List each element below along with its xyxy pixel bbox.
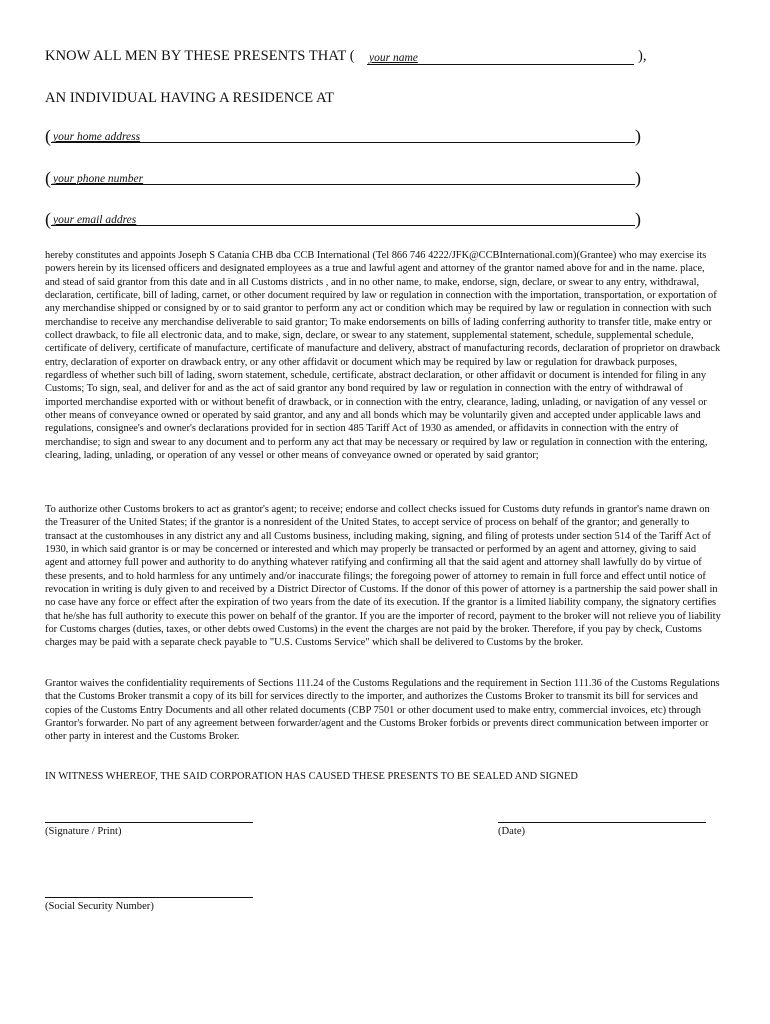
broker-authorization-paragraph: To authorize other Customs brokers to act as grantor's agent; to receive; endorse and collect checks issued for Customs duty refunds in grantor's name drawn on the Treasurer of the United States; if the grantor is a nonresident of the United States, to accept service of process on behalf of the grantor; and generally to transact at the customhouses in any district any and all Customs business, including making, signing, and filing of protests under section 514 of the Tariff Act of 1930, in which said grantor is or may be concerned or interested and which may properly be transacted or performed by an agent and attorney, giving to said agent and attorney full power and authority to do anything whatever ratifying and confirming all that the said agent and attorney shall lawfully do by virtue of these presents, and to hold harmless for any untimely and/or inaccurate filings; the foregoing power of attorney to remain in full force and effect until notice of revocation in writing is duly given to and received by a District Director of Customs. If the donor of this power of attorney is a partnership the said power shall in no case have any force or effect after the expiration of two years from the date of its execution. If the grantor is a limited liability company, the signatory certifies that he/she has full authority to execute this power on behalf of the grantor. If you are the importer of record, payment to the broker will not relieve you of liability for Customs charges (duties, taxes, or other debts owed Customs) in the event the charges are not paid by the broker. Therefore, if you pay by check, Customs charges may be paid with a separate check payable to "U.S. Customs Service" which shall be delivered to Customs by the broker.	[45, 504, 721, 649]
open-paren: (	[45, 126, 51, 146]
email-placeholder: your email addres	[53, 214, 137, 226]
open-paren: (	[45, 168, 51, 188]
close-paren: )	[635, 168, 641, 188]
phone-placeholder: your phone number	[53, 173, 144, 185]
heading-know-all-men	[45, 48, 355, 65]
heading-prefix: KNOW ALL MEN BY THESE PRESENTS THAT (	[45, 48, 355, 64]
date-line[interactable]	[498, 814, 706, 823]
date-block[interactable]	[498, 814, 706, 837]
open-paren: (	[45, 209, 51, 229]
confidentiality-waiver-paragraph: Grantor waives the confidentiality requirements of Sections 111.24 of the Customs Regulations and the requirement in Section 111.36 of the Customs Regulations that the Customs Broker transmit a copy of its bill for services directly to the importer, and authorizes the Customs Broker to transmit its bill for services and copies of the Customs Entry Documents and all other related documents (CBP 7501 or other document used to make entry, commercial invoices, etc) through Grantor's forwarder. No part of any agreement between forwarder/agent and the Customs Broker forbids or prevents direct communication between importer or other party in interest and the Customs Broker.	[45, 678, 720, 743]
email-field[interactable]	[45, 209, 645, 231]
phone-field[interactable]	[45, 168, 645, 190]
name-field[interactable]	[367, 48, 647, 68]
ssn-line[interactable]	[45, 889, 253, 898]
heading-residence: AN INDIVIDUAL HAVING A RESIDENCE AT	[45, 90, 335, 106]
email-underline	[51, 211, 635, 226]
signature-label: (Signature / Print)	[45, 826, 122, 837]
signature-line[interactable]	[45, 814, 253, 823]
close-paren: )	[635, 126, 641, 146]
ssn-block[interactable]	[45, 889, 253, 912]
ssn-label: (Social Security Number)	[45, 901, 154, 912]
heading-suffix: ),	[638, 48, 647, 64]
home-address-placeholder: your home address	[53, 131, 141, 143]
witness-clause: IN WITNESS WHEREOF, THE SAID CORPORATION HAS CAUSED THESE PRESENTS TO BE SEALED AND SIGNED	[45, 771, 578, 782]
grant-of-authority-paragraph: hereby constitutes and appoints Joseph S Catania CHB dba CCB International (Tel 866 746 4222/JFK@CCBInternational.com)(Grantee) who may exercise its powers herein by its licensed officers and designated employees as a true and lawful agent and attorney of the grantor named above for and in the name. place, and stead of said grantor from this date and in all Customs districts , and in no other name, to make, endorse, sign, declare, or swear to any entry, withdrawal, declaration, certificate, bill of lading, carnet, or other document required by law or regulation in connection with the importation, transportation, or exportation of any merchandise shipped or consigned by or to said grantor to perform any act or condition which may be required by law or regulation in connection with such merchandise to receive any merchandise deliverable to said grantor; To make endorsements on bills of lading conferring authority to transfer title, make entry or collect drawback, to file all electronic data, and to make, sign, declare, or swear to any statement, supplemental statement, schedule, supplemental schedule, certificate of delivery, certificate of manufacture, certificate of manufacture and delivery, abstract of manufacturing records, declaration of proprietor on drawback entry, declaration of exporter on drawback entry, or any other affidavit or document which may be required by law or regulation for drawback purposes, regardless of whether such bill of lading, sworn statement, schedule, certificate, abstract declaration, or other affidavit or document is intended for filing in any Customs; To sign, seal, and deliver for and as the act of said grantor any bond required by law or regulation in connection with the entry of withdrawal of imported merchandise exported with or without benefit of drawback, or in connection with the entry, clearance, lading, unlading, or navigation of any vessel or other means of conveyance owned or operated by said grantor, and any and all bonds which may be voluntarily given and accepted under applicable laws and regulations, consignee's and owner's declarations provided for in section 485 Tariff Act of 1930 as amended, or affidavits in connection with the entry of merchandise; to sign and swear to any document and to perform any act that may be necessary or required by law or regulation in connection with the entering, clearing, lading, unlading, or operation of any vessel or other means of conveyance owned or operated by said grantor;	[45, 250, 721, 462]
signature-block[interactable]	[45, 814, 253, 837]
name-placeholder: your name	[369, 52, 418, 64]
close-paren: )	[635, 209, 641, 229]
home-address-field[interactable]	[45, 126, 645, 148]
date-label: (Date)	[498, 826, 526, 837]
